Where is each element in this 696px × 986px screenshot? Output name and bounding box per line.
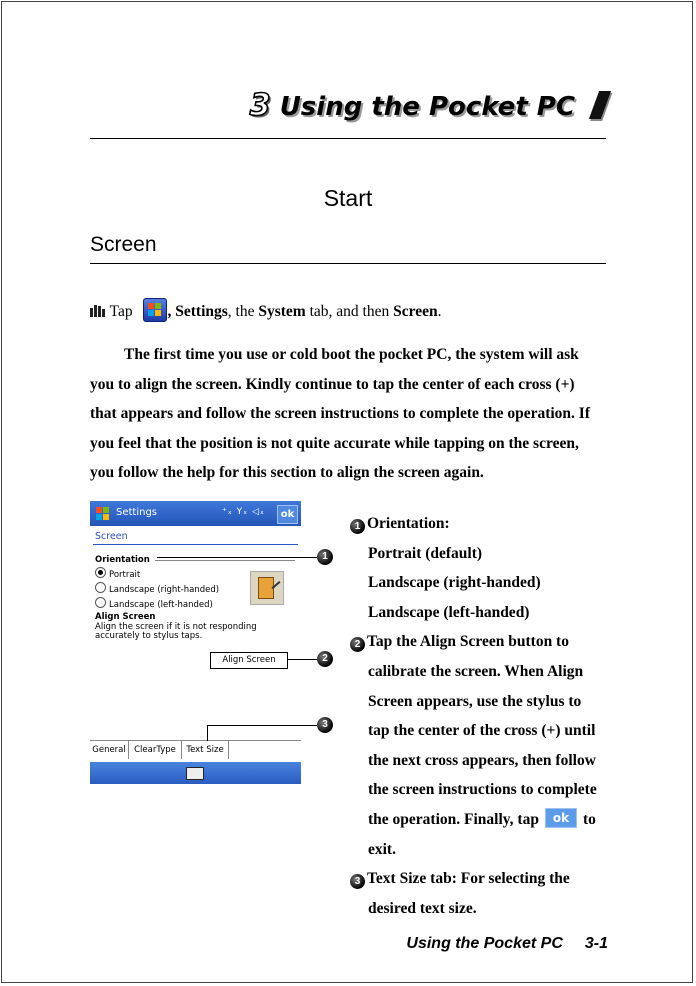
radio-portrait-label: Portrait — [109, 570, 141, 580]
tab-general[interactable]: General — [90, 741, 129, 759]
footer-title: Using the Pocket PC — [406, 935, 563, 952]
item-2-line-5: the next cross appears, then follow — [368, 751, 596, 769]
align-screen-button[interactable]: Align Screen — [210, 652, 288, 669]
callout-line-2 — [287, 659, 317, 660]
item-2-line-6: the screen instructions to complete — [368, 781, 597, 799]
item-2-line-2: calibrate the screen. When Align — [368, 662, 584, 680]
chapter-heading — [90, 88, 606, 123]
number-3-icon: 3 — [350, 874, 365, 889]
radio-landscape-right-label: Landscape (right-handed) — [109, 585, 220, 595]
align-text-1: Align the screen if it is not responding — [95, 621, 257, 632]
align-title: Align Screen — [95, 612, 156, 622]
tap-word: Tap — [109, 303, 133, 320]
windows-start-icon — [143, 298, 167, 322]
item-2-line-3: Screen appears, use the stylus to — [368, 692, 582, 710]
device-ok-button[interactable]: ok — [277, 505, 298, 524]
orientation-label: Orientation — [95, 555, 150, 565]
tab-cleartype[interactable]: ClearType — [129, 741, 182, 759]
device-tabs — [90, 740, 301, 761]
item-3-heading — [350, 864, 608, 894]
item-2-line-7a: the operation. Finally, tap — [368, 810, 539, 828]
chapter-number: 3 — [249, 88, 271, 123]
tap-sep-1: , the — [227, 303, 259, 320]
option-portrait: Portrait (default) — [368, 544, 483, 562]
option-landscape-right: Landscape (right-handed) — [368, 574, 541, 592]
input-panel-bar — [90, 762, 301, 784]
orientation-group — [95, 553, 219, 612]
tap-instruction — [90, 298, 441, 322]
option-landscape-left: Landscape (left-handed) — [368, 603, 530, 621]
device-titlebar — [90, 501, 301, 526]
button-to-text: button to — [504, 633, 569, 651]
tab-text-size[interactable]: Text Size — [182, 741, 229, 759]
radio-landscape-right[interactable] — [95, 582, 219, 597]
ok-button-icon: ok — [545, 808, 577, 828]
status-icons: ⁺ₓ Yₓ ◁ₓ — [222, 507, 265, 517]
radio-icon[interactable] — [95, 582, 106, 593]
device-screenshot — [90, 501, 301, 784]
device-screen-header: Screen — [95, 531, 128, 542]
item-3-line-2: desired text size. — [368, 899, 477, 917]
item-2-line-7 — [350, 805, 608, 835]
orientation-text: Orientation: — [367, 515, 450, 532]
screen-word: Screen — [393, 303, 438, 320]
text-size-desc: tab: For selecting the — [426, 870, 570, 888]
chapter-rule — [90, 138, 606, 139]
callout-line-1 — [157, 557, 317, 558]
tap-sep-2: tab, and then — [305, 303, 394, 320]
device-header-rule — [93, 544, 298, 545]
radio-landscape-left-label: Landscape (left-handed) — [109, 600, 213, 610]
instructions-list — [350, 509, 608, 923]
item-2-line-4: tap the center of the cross (+) until — [368, 722, 596, 740]
page-number: 3-1 — [584, 935, 608, 952]
radio-portrait[interactable] — [95, 567, 219, 582]
radio-selected-icon[interactable] — [95, 567, 106, 578]
keyboard-icon[interactable] — [186, 767, 204, 780]
hand-icon — [90, 305, 106, 317]
item-1-heading — [350, 509, 608, 539]
align-text-2: accurately to stylus taps. — [95, 631, 203, 641]
callout-2: 2 — [317, 651, 333, 667]
number-1-icon: 1 — [350, 519, 365, 534]
subsection-title: Screen — [90, 233, 157, 256]
item-2-line-8: exit. — [368, 840, 396, 858]
number-2-icon: 2 — [350, 637, 365, 652]
radio-icon[interactable] — [95, 597, 106, 608]
align-screen-text: Align Screen — [419, 633, 505, 651]
text-size-text: Text Size — [367, 870, 427, 888]
orientation-preview-icon — [250, 571, 284, 605]
callout-1: 1 — [317, 549, 333, 565]
intro-paragraph: The first time you use or cold boot the pocket PC, the system will ask you to align the screen. Kindly continue to tap the center of each cross (+) that appears and follow the screen instructions to complete the operation. If you feel that the position is not quite accurate while tapping on the screen, you follow the help for this section to align the screen again. — [90, 346, 590, 482]
tap-the-text: Tap the — [367, 633, 420, 651]
callout-line-3 — [207, 725, 317, 726]
chapter-title: Using the Pocket PC — [279, 92, 575, 122]
callout-3: 3 — [317, 717, 333, 733]
radio-landscape-left[interactable] — [95, 597, 219, 612]
tap-end: . — [437, 303, 442, 320]
device-title: Settings — [116, 507, 158, 518]
windows-flag-icon — [94, 505, 111, 522]
section-title: Start — [323, 185, 373, 211]
item-2-heading — [350, 627, 608, 657]
align-screen-section — [95, 613, 257, 642]
system-word: System — [258, 303, 306, 320]
callout-line-3-v — [207, 725, 208, 741]
page-footer — [406, 935, 608, 953]
item-2-line-7b: to — [582, 810, 596, 828]
settings-word: , Settings — [167, 303, 228, 320]
subsection-rule — [90, 263, 606, 264]
